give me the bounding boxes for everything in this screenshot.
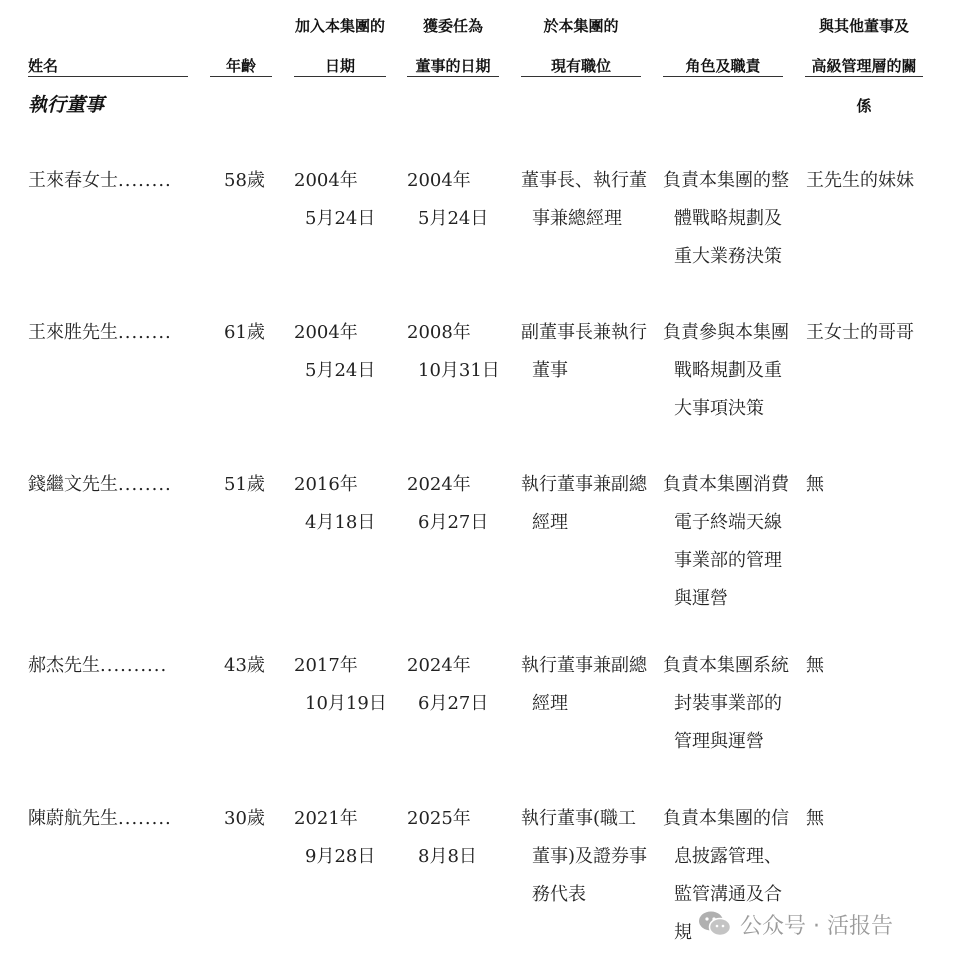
role-cell: 負責本集團消費 電子終端天線 事業部的管理 與運營 <box>663 474 789 609</box>
director-name-cell <box>28 314 188 352</box>
header-rule-relation <box>805 76 923 77</box>
leader-dots: ........ <box>118 474 172 495</box>
header-rule-position <box>521 76 641 77</box>
watermark <box>698 904 893 944</box>
header-age: 年齡 <box>225 57 256 75</box>
appoint-date-cell: 2024年 6月27日 <box>407 655 489 714</box>
header-rule-name <box>28 76 188 77</box>
header-position: 於本集團的 現有職位 <box>543 17 619 75</box>
header-rule-role <box>663 76 783 77</box>
age-cell: 51歲 <box>224 474 265 495</box>
role-cell: 負責參與本集團 戰略規劃及重 大事項決策 <box>663 322 789 419</box>
relation-cell: 無 <box>806 474 824 495</box>
role-cell: 負責本集團系統 封裝事業部的 管理與運營 <box>663 655 789 752</box>
director-name-cell <box>28 800 188 838</box>
position-cell: 執行董事兼副總 經理 <box>521 655 647 714</box>
position-cell: 執行董事兼副總 經理 <box>521 474 647 533</box>
age-cell: 30歲 <box>224 808 265 829</box>
director-name: 郝杰先生 <box>28 655 100 676</box>
header-relation: 與其他董事及 高級管理層的關係 <box>811 17 917 115</box>
join-date-cell: 2004年 5月24日 <box>294 170 376 229</box>
director-name-cell <box>28 162 188 200</box>
leader-dots: ........ <box>118 170 172 191</box>
appoint-date-cell: 2024年 6月27日 <box>407 474 489 533</box>
wechat-icon <box>698 910 732 938</box>
leader-dots: ........ <box>118 322 172 343</box>
watermark-text: 公众号 · 活报告 <box>740 913 893 939</box>
age-cell: 58歲 <box>224 170 265 191</box>
director-name-cell <box>28 647 188 685</box>
header-appoint-date: 獲委任為 董事的日期 <box>415 17 491 75</box>
join-date-cell: 2017年 10月19日 <box>294 655 387 714</box>
header-join-date: 加入本集團的 日期 <box>294 17 385 75</box>
age-cell: 43歲 <box>224 655 265 676</box>
director-name-cell <box>28 466 188 504</box>
relation-cell: 無 <box>806 808 824 829</box>
appoint-date-cell: 2025年 8月8日 <box>407 808 477 867</box>
join-date-cell: 2021年 9月28日 <box>294 808 376 867</box>
relation-cell: 王女士的哥哥 <box>806 322 914 343</box>
join-date-cell: 2016年 4月18日 <box>294 474 376 533</box>
director-name: 錢繼文先生 <box>28 474 118 495</box>
header-rule-join <box>294 76 386 77</box>
director-name: 王來胜先生 <box>28 322 118 343</box>
leader-dots: .......... <box>100 655 168 676</box>
section-title: 執行董事 <box>28 94 105 116</box>
role-cell: 負責本集團的整 體戰略規劃及 重大業務決策 <box>663 170 789 267</box>
position-cell: 執行董事(職工 董事)及證券事 務代表 <box>521 808 648 905</box>
age-cell: 61歲 <box>224 322 265 343</box>
header-rule-appoint <box>407 76 499 77</box>
position-cell: 副董事長兼執行 董事 <box>521 322 647 381</box>
relation-cell: 王先生的妹妹 <box>806 170 914 191</box>
director-name: 陳蔚航先生 <box>28 808 118 829</box>
leader-dots: ........ <box>118 808 172 829</box>
header-rule-age <box>210 76 272 77</box>
director-name: 王來春女士 <box>28 170 118 191</box>
position-cell: 董事長、執行董 事兼總經理 <box>521 170 647 229</box>
relation-cell: 無 <box>806 655 824 676</box>
header-name: 姓名 <box>28 57 59 75</box>
appoint-date-cell: 2004年 5月24日 <box>407 170 489 229</box>
join-date-cell: 2004年 5月24日 <box>294 322 376 381</box>
role-cell: 負責本集團的信 息披露管理、 監管溝通及合 規 <box>663 808 789 943</box>
appoint-date-cell: 2008年 10月31日 <box>407 322 500 381</box>
header-role: 角色及職責 <box>685 57 761 75</box>
